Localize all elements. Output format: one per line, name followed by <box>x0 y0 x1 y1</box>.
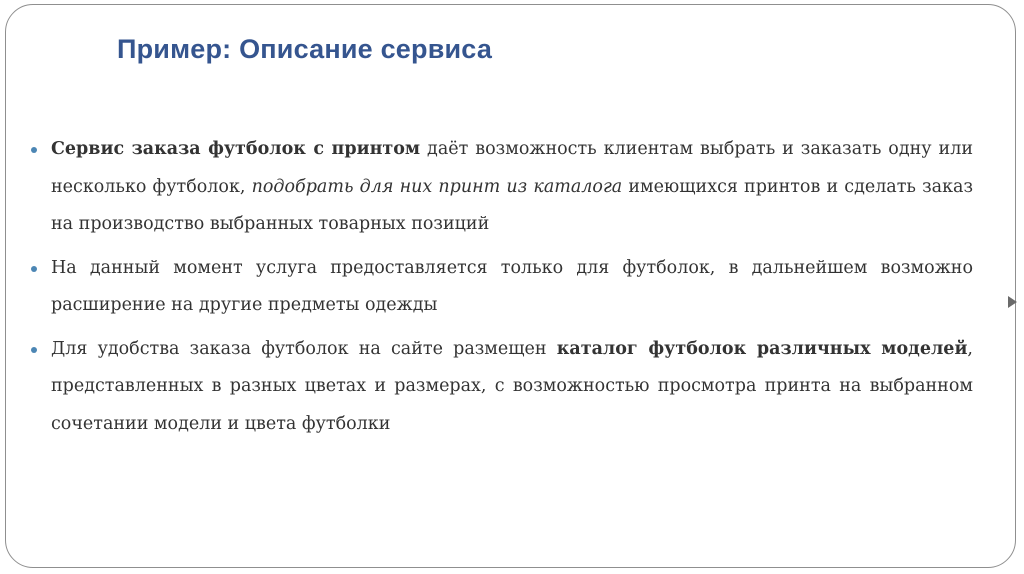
bullet-text: На данный момент услуга предоставляется только для футболок, в дальнейшем возможно расширение на другие предметы одежды <box>51 257 973 315</box>
bullet-dot-icon <box>31 266 37 272</box>
bullet-text-bold: Сервис заказа футболок с принтом <box>51 139 421 159</box>
list-item <box>29 331 973 444</box>
list-item <box>29 250 973 325</box>
arrow-right-icon[interactable] <box>1008 296 1017 308</box>
bullet-text-bold: каталог футболок различных моделей <box>556 338 968 359</box>
bullet-text-italic: подобрать для них принт из каталога <box>251 176 623 197</box>
bullet-list <box>29 131 973 449</box>
bullet-text: Для удобства заказа футболок на сайте размещен <box>51 338 557 359</box>
slide-frame <box>5 4 1016 568</box>
list-item <box>29 131 973 244</box>
page-title: Пример: Описание сервиса <box>117 34 493 64</box>
bullet-dot-icon <box>31 147 37 153</box>
bullet-text: , представленных в разных цветах и размерах, с возможностью просмотра принта на выбранном сочетании модели и цвета футболки <box>51 338 973 434</box>
bullet-text: даёт возможность клиентам выбрать и заказать одну или несколько футболок, <box>51 139 973 197</box>
bullet-dot-icon <box>31 347 37 353</box>
bullet-text: имеющихся принтов и сделать заказ на производство выбранных товарных позиций <box>51 176 973 234</box>
